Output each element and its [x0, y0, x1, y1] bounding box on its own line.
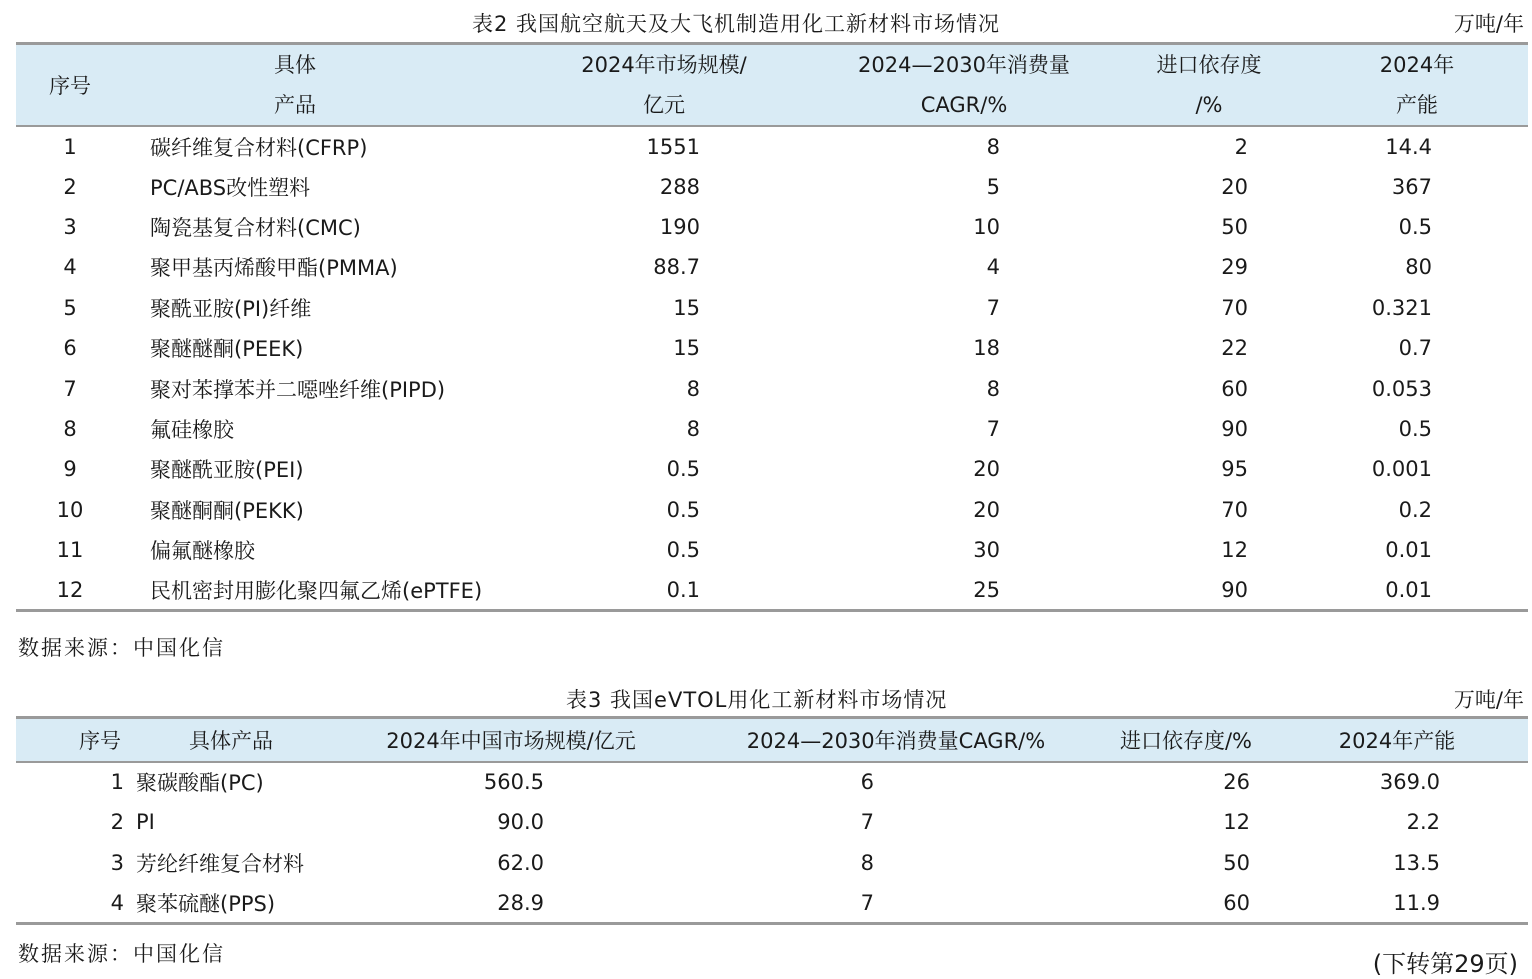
- cell-product: 聚碳酸酯(PC): [136, 771, 264, 796]
- cell-index: 10: [56, 497, 84, 522]
- cell-market: 1551: [646, 134, 700, 159]
- table2-header-import: [1154, 44, 1314, 127]
- cell-import: 95: [1221, 457, 1248, 482]
- cell-product: 聚对苯撑苯并二噁唑纤维(PIPD): [150, 377, 446, 402]
- table-row: [16, 409, 1528, 449]
- cell-capacity: 0.7: [1398, 336, 1432, 361]
- cell-index: 9: [63, 457, 77, 482]
- cell-product: 民机密封用膨化聚四氟乙烯(ePTFE): [150, 578, 483, 603]
- table2-caption: 表2 我国航空航天及大飞机制造用化工新材料市场情况: [472, 12, 1001, 36]
- cell-market: 0.1: [666, 577, 700, 602]
- cell-index: 8: [63, 416, 77, 441]
- table2-header-index: 序号: [49, 74, 91, 98]
- table2-header-cagr-line2: CAGR/%: [920, 93, 1008, 117]
- cell-product: 聚甲基丙烯酸甲酯(PMMA): [150, 256, 398, 281]
- table3-header-capacity: 2024年产能: [1338, 728, 1456, 753]
- cell-index: 1: [110, 770, 124, 795]
- cell-import: 26: [1223, 770, 1250, 795]
- continuation-note: (下转第29页): [1372, 950, 1518, 978]
- table2-header-capacity-line2: 产能: [1396, 93, 1438, 117]
- cell-product: 聚醚醚酮(PEEK): [150, 337, 304, 362]
- cell-cagr: 6: [860, 770, 874, 795]
- cell-capacity: 0.01: [1385, 577, 1432, 602]
- cell-capacity: 0.2: [1398, 497, 1432, 522]
- table-row: [16, 328, 1528, 368]
- table2-header-row: [16, 44, 1528, 127]
- cell-capacity: 0.5: [1398, 416, 1432, 441]
- cell-import: 22: [1221, 336, 1248, 361]
- cell-cagr: 30: [973, 538, 1000, 563]
- table3-header-index: 序号: [79, 728, 121, 753]
- cell-index: 4: [110, 890, 124, 915]
- cell-capacity: 369.0: [1379, 770, 1440, 795]
- cell-index: 11: [56, 538, 84, 563]
- cell-capacity: 11.9: [1393, 890, 1440, 915]
- cell-capacity: 2.2: [1406, 810, 1440, 835]
- table2-header-cagr-line1: 2024—2030年消费量: [858, 53, 1070, 77]
- cell-index: 2: [110, 810, 124, 835]
- cell-capacity: 14.4: [1385, 134, 1432, 159]
- cell-market: 0.5: [666, 497, 700, 522]
- cell-index: 12: [56, 577, 84, 602]
- cell-market: 0.5: [666, 538, 700, 563]
- table3-header-market: 2024年中国市场规模/亿元: [386, 728, 636, 753]
- cell-capacity: 367: [1391, 174, 1432, 199]
- table2-header-import-line1: 进口依存度: [1156, 53, 1262, 77]
- table3-header-import: 进口依存度/%: [1119, 728, 1253, 753]
- table-row: [16, 126, 1528, 166]
- cell-import: 50: [1223, 850, 1250, 875]
- table2-unit: 万吨/年: [1453, 12, 1524, 36]
- table-row: [16, 368, 1528, 408]
- cell-product: 氟硅橡胶: [150, 417, 234, 442]
- cell-import: 12: [1221, 538, 1248, 563]
- table3-header-row: [16, 718, 1528, 762]
- cell-import: 29: [1221, 255, 1248, 280]
- cell-import: 12: [1223, 810, 1250, 835]
- cell-product: 碳纤维复合材料(CFRP): [150, 135, 368, 160]
- cell-cagr: 7: [986, 295, 1000, 320]
- table2-source: 数据来源：中国化信: [18, 636, 225, 660]
- cell-cagr: 8: [860, 850, 874, 875]
- cell-market: 8: [686, 376, 700, 401]
- table2-header-product-line1: 具体: [274, 53, 316, 77]
- cell-market: 62.0: [497, 850, 544, 875]
- cell-index: 7: [63, 376, 77, 401]
- cell-cagr: 8: [986, 134, 1000, 159]
- cell-market: 90.0: [497, 810, 544, 835]
- table3: [16, 716, 1528, 925]
- cell-product: 偏氟醚橡胶: [150, 539, 255, 564]
- table2-header-capacity: [1314, 44, 1528, 127]
- table-row: [16, 247, 1528, 287]
- cell-product: PI: [136, 810, 155, 835]
- cell-import: 20: [1221, 174, 1248, 199]
- cell-cagr: 25: [973, 577, 1000, 602]
- cell-import: 70: [1221, 295, 1248, 320]
- cell-market: 88.7: [653, 255, 700, 280]
- cell-market: 8: [686, 416, 700, 441]
- cell-index: 5: [63, 295, 77, 320]
- cell-market: 190: [659, 214, 700, 239]
- cell-product: 聚醚酮酮(PEKK): [150, 498, 304, 523]
- table-row: [16, 288, 1528, 328]
- cell-product: PC/ABS改性塑料: [150, 175, 311, 200]
- cell-cagr: 20: [973, 497, 1000, 522]
- table2-header-cagr: [824, 44, 1154, 127]
- table2-header-product: [124, 44, 524, 127]
- table2-header-capacity-line1: 2024年: [1379, 53, 1455, 77]
- cell-index: 1: [63, 134, 77, 159]
- cell-market: 560.5: [483, 770, 544, 795]
- cell-index: 6: [63, 336, 77, 361]
- cell-index: 4: [63, 255, 77, 280]
- cell-capacity: 0.5: [1398, 214, 1432, 239]
- cell-market: 0.5: [666, 457, 700, 482]
- table-row: [16, 449, 1528, 489]
- table2-header-market: [524, 44, 824, 127]
- table-row: [16, 883, 1528, 924]
- cell-cagr: 5: [986, 174, 1000, 199]
- cell-import: 90: [1221, 577, 1248, 602]
- cell-capacity: 80: [1405, 255, 1432, 280]
- table3-header-product: 具体产品: [189, 728, 273, 753]
- cell-product: 聚醚酰亚胺(PEI): [150, 458, 304, 483]
- cell-market: 15: [673, 295, 700, 320]
- cell-product: 聚苯硫醚(PPS): [136, 891, 276, 916]
- cell-import: 90: [1221, 416, 1248, 441]
- cell-market: 15: [673, 336, 700, 361]
- cell-cagr: 7: [860, 810, 874, 835]
- cell-capacity: 0.321: [1371, 295, 1432, 320]
- table2: [16, 42, 1528, 612]
- cell-market: 288: [659, 174, 700, 199]
- table3-unit: 万吨/年: [1453, 688, 1524, 712]
- cell-import: 2: [1234, 134, 1248, 159]
- cell-import: 60: [1223, 890, 1250, 915]
- cell-import: 50: [1221, 214, 1248, 239]
- table3-source: 数据来源：中国化信: [18, 942, 225, 966]
- cell-cagr: 7: [986, 416, 1000, 441]
- cell-market: 28.9: [497, 890, 544, 915]
- cell-capacity: 0.001: [1371, 457, 1432, 482]
- cell-cagr: 7: [860, 890, 874, 915]
- cell-product: 陶瓷基复合材料(CMC): [150, 215, 361, 240]
- cell-capacity: 0.01: [1385, 538, 1432, 563]
- cell-product: 芳纶纤维复合材料: [136, 851, 304, 876]
- table3-header-cagr: 2024—2030年消费量CAGR/%: [746, 728, 1046, 753]
- table2-header-import-line2: /%: [1195, 93, 1223, 117]
- cell-capacity: 0.053: [1371, 376, 1432, 401]
- cell-cagr: 8: [986, 376, 1000, 401]
- cell-capacity: 13.5: [1393, 850, 1440, 875]
- table2-header-product-line2: 产品: [274, 93, 316, 117]
- cell-index: 3: [63, 214, 77, 239]
- cell-import: 60: [1221, 376, 1248, 401]
- cell-product: 聚酰亚胺(PI)纤维: [150, 296, 312, 321]
- table-row: [16, 802, 1528, 843]
- table-row: [16, 762, 1528, 803]
- cell-cagr: 18: [973, 336, 1000, 361]
- table2-header-market-line1: 2024年市场规模/: [581, 53, 747, 77]
- table-row: [16, 843, 1528, 884]
- table-row: [16, 570, 1528, 610]
- table-row: [16, 166, 1528, 206]
- table-row: [16, 530, 1528, 570]
- cell-cagr: 4: [986, 255, 1000, 280]
- table3-caption: 表3 我国eVTOL用化工新材料市场情况: [566, 688, 948, 712]
- table-row: [16, 207, 1528, 247]
- table-row: [16, 490, 1528, 530]
- cell-import: 70: [1221, 497, 1248, 522]
- cell-cagr: 10: [973, 214, 1000, 239]
- cell-cagr: 20: [973, 457, 1000, 482]
- cell-index: 3: [110, 850, 124, 875]
- cell-index: 2: [63, 174, 77, 199]
- table2-header-market-line2: 亿元: [643, 93, 685, 117]
